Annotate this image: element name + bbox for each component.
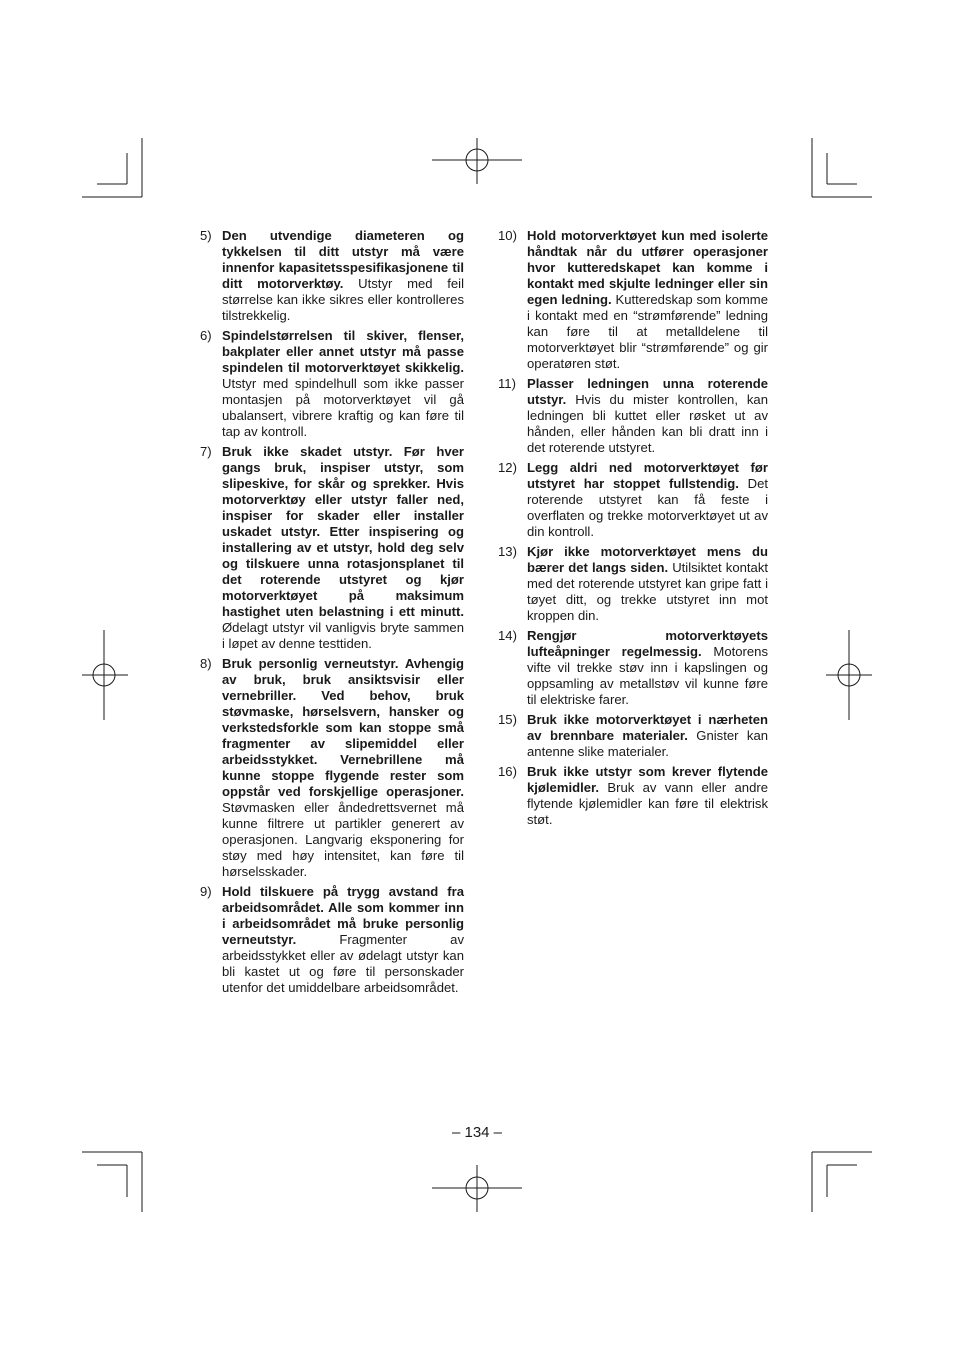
item-number: 16)	[498, 764, 517, 779]
list-item	[498, 376, 768, 456]
item-bold-text: Hold motorverktøyet kun med isolerte håndtak når du utfører operasjoner hvor kutteredskapet kan komme i kontakt med skjulte ledninger eller sin egen ledning.	[527, 228, 768, 307]
item-bold-text: Bruk ikke utstyr som krever flytende kjølemidler.	[527, 764, 768, 795]
item-bold-text: Rengjør motorverktøyets lufteåpninger regelmessig.	[527, 628, 768, 659]
item-number: 11)	[498, 376, 516, 391]
item-number: 7)	[200, 444, 212, 459]
item-bold-text: Den utvendige diameteren og tykkelsen til ditt utstyr må være innenfor kapasitetsspesifikasjonene til ditt motorverktøy.	[222, 228, 464, 291]
list-item	[498, 712, 768, 760]
list-item	[200, 228, 464, 324]
item-text	[527, 712, 768, 760]
item-number: 13)	[498, 544, 517, 559]
item-plain-text: Støvmasken eller åndedrettsvernet må kunne filtrere ut partikler generert av operasjonen. Langvarig eksponering for støy med høy intensitet, kan føre til hørselsskader.	[222, 800, 464, 879]
item-plain-text: Kutteredskap som komme i kontakt med en “strømførende” ledning kan føre til at metalldelene til motorverktøyet blir “strømførende” og gir operatøren støt.	[527, 292, 768, 371]
item-bold-text: Legg aldri ned motorverktøyet før utstyret har stoppet fullstendig.	[527, 460, 768, 491]
list-item	[200, 328, 464, 440]
left-column	[200, 228, 464, 1000]
list-item	[200, 884, 464, 996]
registration-mark-top	[432, 138, 522, 184]
item-bold-text: Hold tilskuere på trygg avstand fra arbeidsområdet. Alle som kommer inn i arbeidsområdet må bruke personlig verneutstyr.	[222, 884, 464, 947]
item-plain-text: Utstyr med spindelhull som ikke passer montasjen på motorverktøyet vil gå ubalansert, vibrere kraftig og kan føre til tap av kontroll.	[222, 376, 464, 439]
item-text	[527, 628, 768, 708]
item-bold-text: Plasser ledningen unna roterende utstyr.	[527, 376, 768, 407]
item-text	[527, 228, 768, 372]
item-text	[527, 764, 768, 828]
item-text	[222, 444, 464, 652]
item-plain-text: Bruk av vann eller andre flytende kjølemidler kan føre til elektrisk støt.	[527, 780, 768, 827]
list-item	[498, 460, 768, 540]
item-text	[527, 376, 768, 456]
item-plain-text: Det roterende utstyret kan få feste i overflaten og trekke motorverktøyet ut av din kontroll.	[527, 476, 768, 539]
item-plain-text: Hvis du mister kontrollen, kan ledningen bli kuttet eller røsket ut av hånden, eller hånden kan bli dratt inn i det roterende utstyret.	[527, 392, 768, 455]
item-number: 9)	[200, 884, 212, 899]
item-text	[527, 544, 768, 624]
item-text	[222, 656, 464, 880]
item-bold-text: Spindelstørrelsen til skiver, flenser, bakplater eller annet utstyr må passe spindelen til motorverktøyet skikkelig.	[222, 328, 464, 375]
item-number: 6)	[200, 328, 212, 343]
item-number: 12)	[498, 460, 517, 475]
list-item	[498, 544, 768, 624]
item-bold-text: Bruk ikke skadet utstyr. Før hver gangs bruk, inspiser utstyr, som slipeskive, for skår og sprekker. Hvis motorverktøy eller utstyr faller ned, inspiser for skader eller installer uskadet utstyr. Etter inspisering og installering av et utstyr, hold deg selv og tilskuere unna rotasjonsplanet til det roterende utstyret og kjør motorverktøyet på maksimum hastighet uten belastning i ett minutt.	[222, 444, 464, 619]
item-plain-text: Gnister kan antenne slike materialer.	[527, 728, 769, 759]
item-text	[222, 884, 464, 996]
item-number: 8)	[200, 656, 212, 671]
item-text	[222, 328, 464, 440]
list-item	[200, 656, 464, 880]
registration-mark-right	[826, 630, 872, 720]
item-number: 5)	[200, 228, 212, 243]
item-bold-text: Kjør ikke motorverktøyet mens du bærer det langs siden.	[527, 544, 768, 575]
item-number: 15)	[498, 712, 517, 727]
item-number: 14)	[498, 628, 517, 643]
list-item	[498, 764, 768, 828]
item-text	[222, 228, 464, 324]
list-item	[200, 444, 464, 652]
list-item	[498, 628, 768, 708]
crop-mark-bottom-left	[82, 1152, 142, 1212]
item-plain-text: Ødelagt utstyr vil vanligvis bryte sammen i løpet av denne testtiden.	[222, 620, 464, 651]
crop-mark-top-right	[812, 138, 872, 197]
list-item	[498, 228, 768, 372]
item-text	[527, 460, 768, 540]
crop-mark-top-left	[82, 138, 142, 197]
page-number: – 134 –	[451, 1124, 503, 1141]
item-plain-text: Utstyr med feil størrelse kan ikke sikres eller kontrolleres tilstrekkelig.	[222, 276, 465, 323]
item-plain-text: Fragmenter av arbeidsstykket eller av ødelagt utstyr kan bli kastet ut og føre til personskader utenfor det umiddelbare arbeidsområdet.	[222, 932, 464, 995]
right-column	[498, 228, 768, 832]
registration-mark-left	[82, 630, 128, 720]
registration-mark-bottom	[432, 1165, 522, 1212]
crop-mark-bottom-right	[812, 1152, 872, 1212]
item-number: 10)	[498, 228, 517, 243]
item-plain-text: Utilsiktet kontakt med det roterende utstyret kan gripe fatt i tøyet ditt, og trekke utstyret inn mot kroppen din.	[527, 560, 769, 623]
item-plain-text: Motorens vifte vil trekke støv inn i kapslingen og oppsamling av metallstøv vil kunne føre til elektriske farer.	[527, 644, 768, 707]
item-bold-text: Bruk ikke motorverktøyet i nærheten av brennbare materialer.	[527, 712, 768, 743]
item-bold-text: Bruk personlig verneutstyr. Avhengig av bruk, bruk ansiktsvisir eller vernebriller. Ved behov, bruk støvmaske, hørselsvern, hansker og verkstedsforkle som kan stoppe små fragmenter av slipemiddel eller arbeidsstykket. Vernebrillene må kunne stoppe flygende rester som oppstår ved forskjellige operasjoner.	[222, 656, 464, 799]
